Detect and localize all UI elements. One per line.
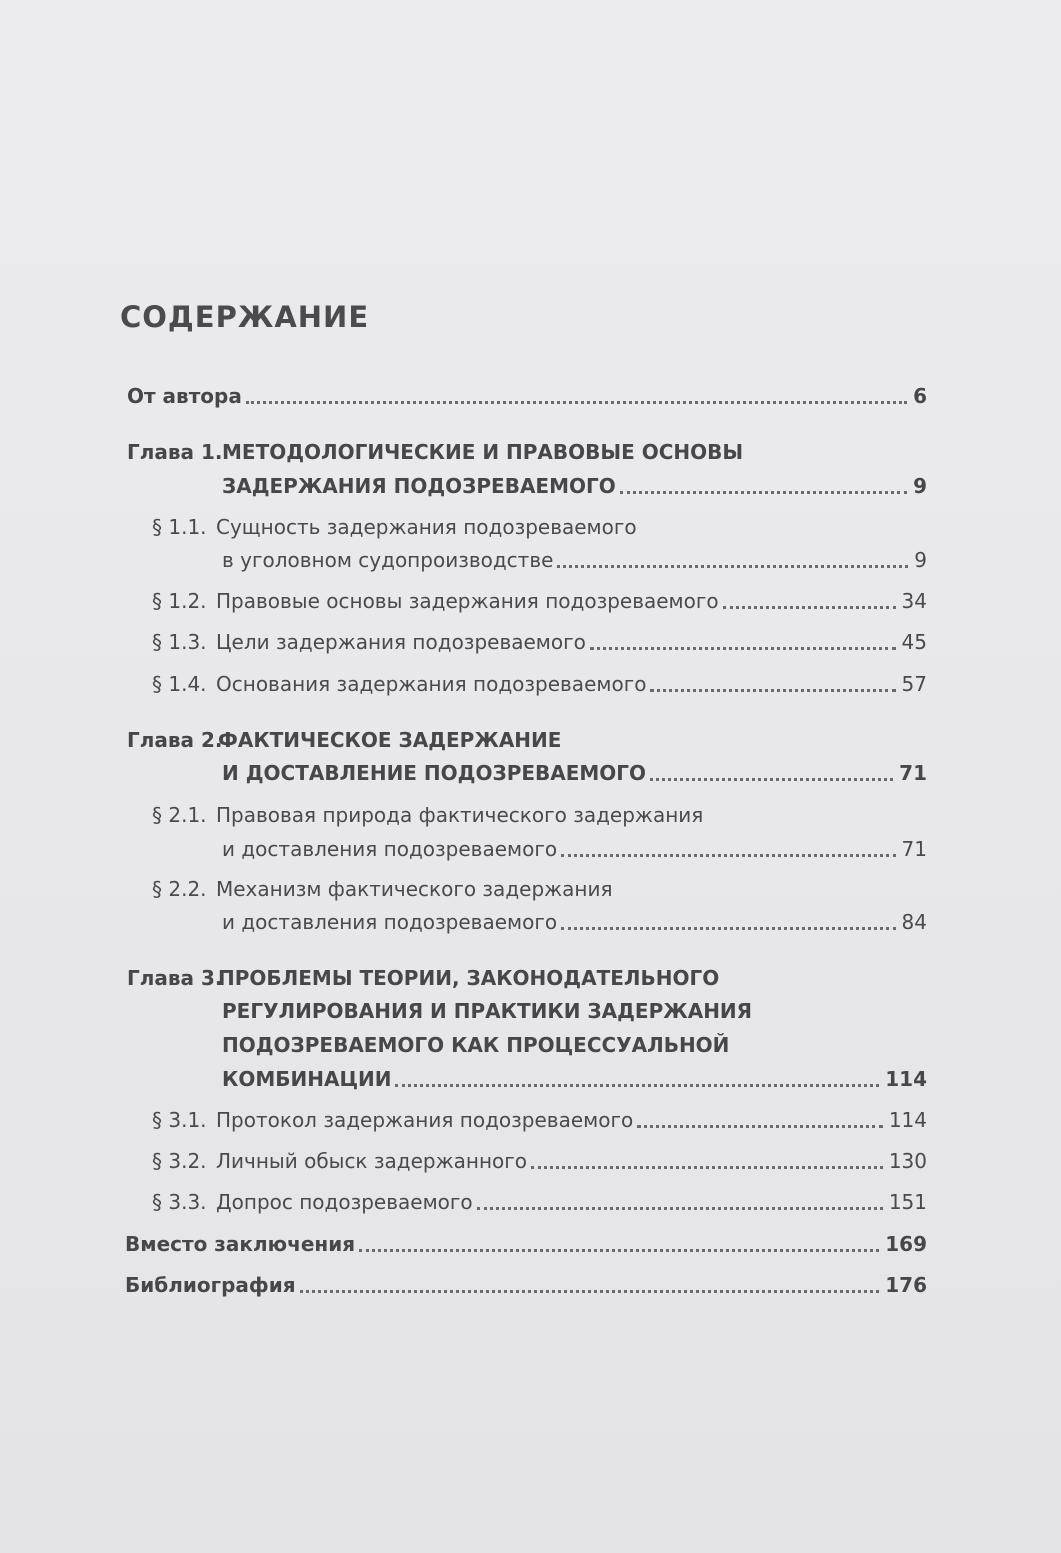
toc-entry-section-3-3[interactable] — [216, 1189, 927, 1215]
section-number: § 1.3. — [152, 630, 207, 654]
toc-page-number: 130 — [888, 1149, 927, 1173]
dot-leader — [590, 646, 896, 650]
toc-page-number: 169 — [885, 1232, 927, 1256]
section-title: Цели задержания подозреваемого — [216, 630, 586, 654]
dot-leader — [723, 605, 896, 609]
section-title-line: в уголовном судопроизводстве — [222, 548, 554, 572]
toc-entry-title: Вместо заключения — [125, 1232, 356, 1256]
toc-entry-section-1-2[interactable] — [216, 588, 927, 614]
chapter-label: Глава 3. — [127, 966, 223, 990]
section-title-line: Механизм фактического задержания — [216, 877, 613, 901]
toc-entry-section-1-3[interactable] — [216, 629, 927, 655]
dot-leader — [561, 853, 895, 857]
toc-page-number: 9 — [914, 548, 927, 572]
section-title-line: Правовая природа фактического задержания — [216, 803, 704, 827]
toc-entry-chapter-3[interactable] — [222, 1066, 927, 1092]
dot-leader — [395, 1083, 879, 1087]
section-number: § 2.1. — [152, 803, 207, 827]
section-title: Протокол задержания подозреваемого — [216, 1108, 634, 1132]
dot-leader — [246, 400, 907, 404]
section-title-line: Сущность задержания подозреваемого — [216, 515, 637, 539]
toc-entry-section-2-2[interactable] — [222, 909, 927, 935]
section-number: § 3.3. — [152, 1190, 207, 1214]
chapter-title-line: ФАКТИЧЕСКОЕ ЗАДЕРЖАНИЕ — [218, 728, 562, 752]
section-number: § 1.4. — [152, 672, 207, 696]
chapter-title-line: ЗАДЕРЖАНИЯ ПОДОЗРЕВАЕМОГО — [222, 474, 616, 498]
toc-page-number: 114 — [885, 1067, 927, 1091]
toc-entry-section-3-2[interactable] — [216, 1148, 927, 1174]
dot-leader — [557, 564, 908, 568]
chapter-title-line: ПОДОЗРЕВАЕМОГО КАК ПРОЦЕССУАЛЬНОЙ — [222, 1033, 730, 1057]
dot-leader — [300, 1289, 880, 1293]
toc-entry-section-3-1[interactable] — [216, 1107, 927, 1133]
chapter-label: Глава 1. — [127, 440, 223, 464]
dot-leader — [359, 1248, 879, 1252]
dot-leader — [650, 688, 895, 692]
toc-page-number: 71 — [901, 837, 927, 861]
chapter-title-line: МЕТОДОЛОГИЧЕСКИЕ И ПРАВОВЫЕ ОСНОВЫ — [222, 440, 744, 464]
chapter-label: Глава 2. — [127, 728, 223, 752]
toc-entry-title: От автора — [127, 384, 242, 408]
section-number: § 3.1. — [152, 1108, 207, 1132]
toc-entry-section-1-1[interactable] — [222, 547, 927, 573]
section-title-line: и доставления подозреваемого — [222, 837, 558, 861]
toc-entry-conclusion[interactable] — [125, 1231, 927, 1257]
toc-entry-chapter-2[interactable] — [222, 760, 927, 786]
toc-page-number: 176 — [885, 1273, 927, 1297]
toc-page-number: 71 — [899, 761, 927, 785]
chapter-title-line: ПРОБЛЕМЫ ТЕОРИИ, ЗАКОНОДАТЕЛЬНОГО — [218, 966, 720, 990]
section-number: § 1.1. — [152, 515, 207, 539]
section-title-line: и доставления подозреваемого — [222, 910, 558, 934]
section-number: § 3.2. — [152, 1149, 207, 1173]
dot-leader — [637, 1124, 883, 1128]
toc-page-number: 84 — [901, 910, 927, 934]
toc-page-number: 151 — [888, 1190, 927, 1214]
toc-entry-bibliography[interactable] — [125, 1272, 927, 1298]
section-title: Правовые основы задержания подозреваемого — [216, 589, 719, 613]
toc-page-number: 9 — [913, 474, 927, 498]
toc-entry-chapter-1[interactable] — [222, 473, 927, 499]
toc-page-number: 45 — [901, 630, 927, 654]
toc-page-number: 57 — [901, 672, 927, 696]
section-title: Допрос подозреваемого — [216, 1190, 473, 1214]
toc-page-number: 34 — [901, 589, 927, 613]
toc-entry-section-2-1[interactable] — [222, 836, 927, 862]
dot-leader — [531, 1165, 883, 1169]
section-number: § 2.2. — [152, 877, 207, 901]
dot-leader — [650, 777, 893, 781]
section-number: § 1.2. — [152, 589, 207, 613]
dot-leader — [561, 926, 895, 930]
toc-page-number: 114 — [888, 1108, 927, 1132]
toc-entry-section-1-4[interactable] — [216, 671, 927, 697]
section-title: Основания задержания подозреваемого — [216, 672, 647, 696]
dot-leader — [620, 490, 907, 494]
toc-entry-title: Библиография — [125, 1273, 296, 1297]
toc-entry-author[interactable] — [127, 383, 927, 409]
chapter-title-line: КОМБИНАЦИИ — [222, 1067, 392, 1091]
dot-leader — [477, 1206, 883, 1210]
section-title: Личный обыск задержанного — [216, 1149, 527, 1173]
chapter-title-line: РЕГУЛИРОВАНИЯ И ПРАКТИКИ ЗАДЕРЖАНИЯ — [222, 999, 753, 1023]
toc-page-number: 6 — [913, 384, 927, 408]
page-title: СОДЕРЖАНИЕ — [120, 300, 370, 334]
chapter-title-line: И ДОСТАВЛЕНИЕ ПОДОЗРЕВАЕМОГО — [222, 761, 647, 785]
